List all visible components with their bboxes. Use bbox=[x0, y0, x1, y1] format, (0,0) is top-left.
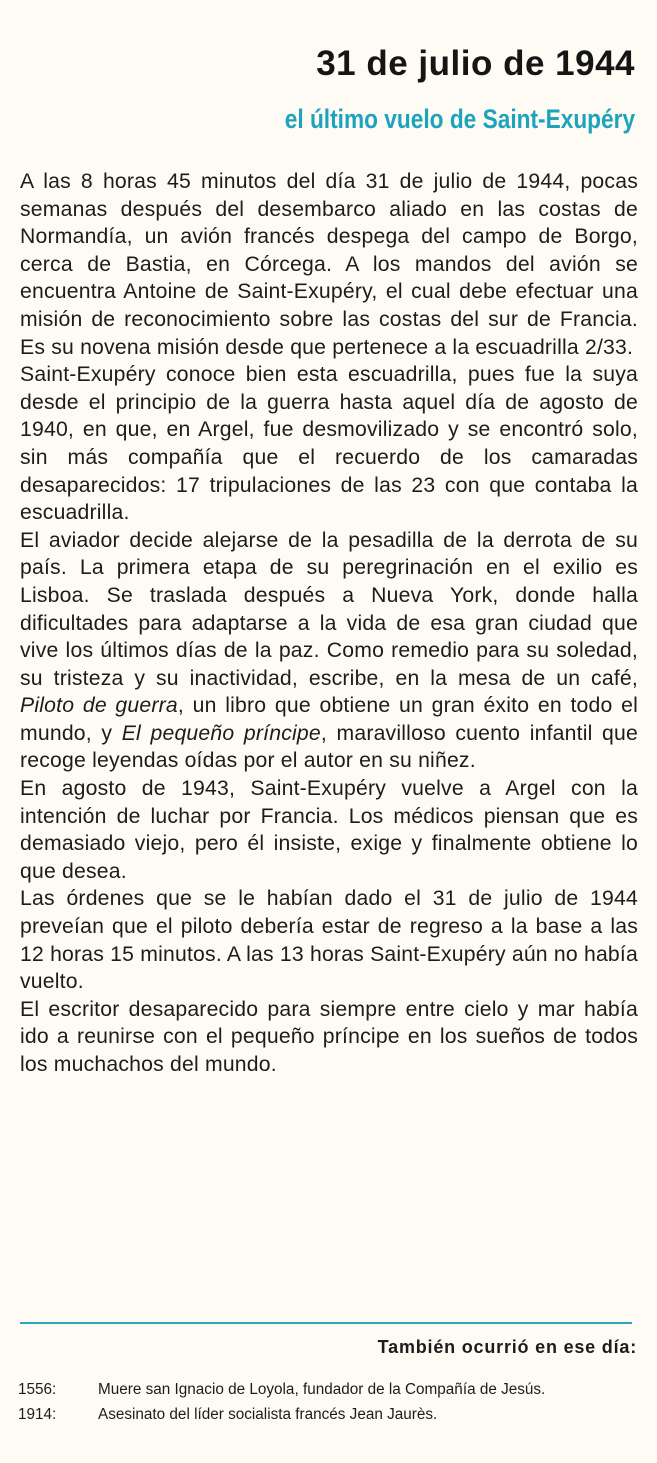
paragraph-3 bbox=[20, 527, 638, 775]
event-year: 1914: bbox=[18, 1406, 57, 1423]
paragraph-1: A las 8 horas 45 minutos del día 31 de julio de 1944, pocas semanas después del desembarco aliado en las costas de Normandía, un avión francés despega del campo de Borgo, cerca de Bastia, en Córcega. A los mandos del avión se encuentra Antoine de Saint-Exupéry, el cual debe efectuar una misión de reconocimiento sobre las costas del sur de Francia. Es su novena misión desde que pertenece a la escuadrilla 2/33. bbox=[20, 170, 638, 359]
event-item bbox=[18, 1405, 640, 1424]
event-text: Asesinato del líder socialista francés Jean Jaurès. bbox=[98, 1406, 438, 1423]
section-divider bbox=[20, 1322, 632, 1324]
event-year: 1556: bbox=[18, 1381, 57, 1398]
also-heading: También ocurrió en ese día: bbox=[377, 1337, 637, 1357]
event-text: Muere san Ignacio de Loyola, fundador de la Compañía de Jesús. bbox=[98, 1381, 546, 1398]
article-body bbox=[20, 168, 638, 1079]
paragraph-6: El escritor desaparecido para siempre entre cielo y mar había ido a reunirse con el pequeño príncipe en los sueños de todos los muchachos del mundo. bbox=[20, 997, 638, 1076]
paragraph-2: Saint-Exupéry conoce bien esta escuadrilla, pues fue la suya desde el principio de la guerra hasta aquel día de agosto de 1940, en que, en Argel, fue desmovilizado y se encontró solo, sin más compañía que el recuerdo de los camaradas desaparecidos: 17 tripulaciones de las 23 con que contaba la escuadrilla. bbox=[20, 363, 638, 525]
paragraph-4: En agosto de 1943, Saint-Exupéry vuelve a Argel con la intención de luchar por Francia. Los médicos piensan que es demasiado viejo, pero él insiste, exige y finalmente obtiene lo que desea. bbox=[20, 777, 638, 883]
event-item bbox=[18, 1380, 640, 1399]
paragraph-3-part-c: , maravilloso cuento infantil que recoge leyendas oídas por el autor en su niñez. bbox=[20, 721, 639, 773]
paragraph-3-part-a: El aviador decide alejarse de la pesadilla de la derrota de su país. La primera etapa de su peregrinación en el exilio es Lisboa. Se traslada después a Nueva York, donde halla dificultades para adaptarse a la vida de esa gran ciudad que vive los últimos días de la paz. Como remedio para su soledad, su tristeza y su inactividad, escribe, en la mesa de un café, bbox=[20, 528, 638, 690]
paragraph-5: Las órdenes que se le habían dado el 31 de julio de 1944 preveían que el piloto debería estar de regreso a la base a las 12 horas 15 minutos. A las 13 horas Saint-Exupéry aún no había vuelto. bbox=[20, 887, 638, 994]
book-title-el-pequeno-principe: El pequeño príncipe bbox=[121, 721, 321, 745]
book-title-piloto-de-guerra: Piloto de guerra bbox=[20, 694, 178, 718]
page-title: 31 de julio de 1944 bbox=[316, 44, 635, 83]
paragraph-3-part-b: , un libro que obtiene un gran éxito en todo el mundo, y bbox=[20, 694, 638, 745]
events-list bbox=[18, 1380, 640, 1430]
page-subtitle: el último vuelo de Saint-Exupéry bbox=[284, 104, 635, 134]
